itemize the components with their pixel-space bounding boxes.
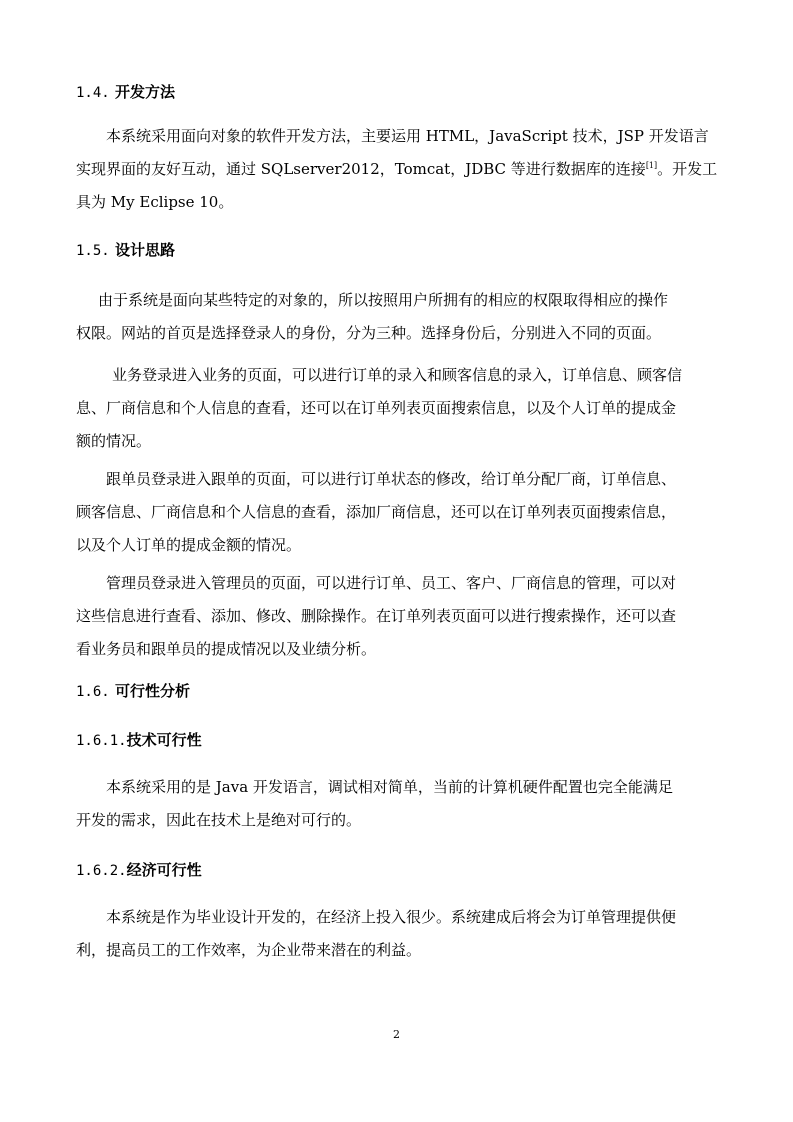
paragraph-line: 额的情况。 [76, 432, 152, 450]
paragraph-line: 利，提高员工的工作效率，为企业带来潜在的利益。 [76, 941, 422, 959]
section-heading-1-6: 1.6. 可行性分析 [76, 682, 190, 700]
paragraph-econ-feasibility [76, 901, 717, 967]
paragraph-line: 息、厂商信息和个人信息的查看，还可以在订单列表页面搜索信息，以及个人订单的提成金 [76, 399, 677, 417]
paragraph-line: 管理员登录进入管理员的页面，可以进行订单、员工、客户、厂商信息的管理，可以对 [106, 574, 677, 592]
paragraph-line: 这些信息进行查看、添加、修改、删除操作。在订单列表页面可以进行搜索操作，还可以查 [76, 607, 677, 625]
paragraph-line: 看业务员和跟单员的提成情况以及业绩分析。 [76, 640, 377, 658]
paragraph-line: 由于系统是面向某些特定的对象的，所以按照用户所拥有的相应的权限取得相应的操作 [98, 291, 669, 309]
section-heading-1-6-1: 1.6.1.技术可行性 [76, 731, 202, 749]
paragraph-admin-login [76, 567, 717, 666]
paragraph-design-intro [76, 284, 717, 350]
paragraph-line: 顾客信息、厂商信息和个人信息的查看，添加厂商信息，还可以在订单列表页面搜索信息， [76, 503, 677, 521]
paragraph-line: 以及个人订单的提成金额的情况。 [76, 536, 302, 554]
paragraph-tech-feasibility [76, 771, 717, 837]
paragraph-line: 业务登录进入业务的页面，可以进行订单的录入和顾客信息的录入，订单信息、顾客信 [112, 366, 683, 384]
paragraph-line: 权限。网站的首页是选择登录人的身份，分为三种。选择身份后，分别进入不同的页面。 [76, 324, 662, 342]
section-heading-1-5: 1.5. 设计思路 [76, 241, 175, 259]
paragraph-line: 本系统采用面向对象的软件开发方法，主要运用 HTML，JavaScript 技术，JSP 开发语言 [106, 127, 709, 145]
paragraph-line: 实现界面的友好互动，通过 SQLserver2012，Tomcat，JDBC 等进行数据库的连接[1]。开发工 [76, 160, 718, 178]
paragraph-line: 开发的需求，因此在技术上是绝对可行的。 [76, 811, 362, 829]
paragraph-dev-method [76, 120, 717, 219]
section-heading-1-6-2: 1.6.2.经济可行性 [76, 861, 202, 879]
paragraph-follower-login [76, 463, 717, 562]
paragraph-line: 具为 My Eclipse 10。 [76, 193, 234, 211]
paragraph-line: 本系统采用的是 Java 开发语言，调试相对简单，当前的计算机硬件配置也完全能满足 [106, 778, 673, 796]
citation-marker: [1] [645, 161, 658, 170]
section-heading-1-4: 1.4. 开发方法 [76, 83, 175, 101]
paragraph-business-login [76, 359, 717, 458]
paragraph-line: 跟单员登录进入跟单的页面，可以进行订单状态的修改，给订单分配厂商，订单信息、 [106, 470, 677, 488]
paragraph-line: 本系统是作为毕业设计开发的，在经济上投入很少。系统建成后将会为订单管理提供便 [106, 908, 677, 926]
page-number: 2 [393, 1028, 400, 1041]
